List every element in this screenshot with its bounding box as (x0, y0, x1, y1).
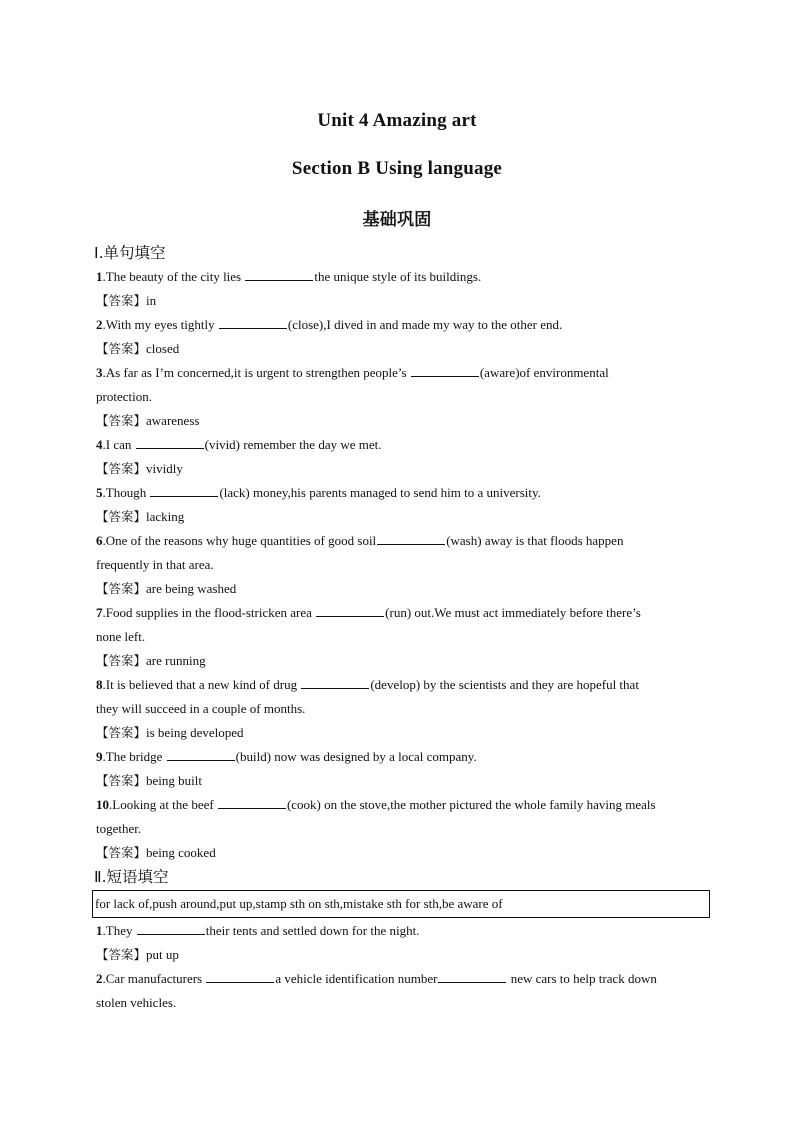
answer-label: 【答案】 (96, 947, 147, 962)
part-title: 基础巩固 (362, 210, 432, 230)
answer-label: 【答案】 (96, 773, 147, 788)
answer-text: lacking (146, 509, 185, 524)
question-number: 2 (96, 971, 103, 986)
answer-blank (316, 603, 384, 617)
answer-text: vividly (146, 461, 183, 476)
answer-blank (136, 435, 204, 449)
answer-blank (219, 315, 287, 329)
answer-label: 【答案】 (96, 461, 147, 476)
question-10 (96, 793, 706, 817)
answer-10 (96, 841, 706, 865)
answer-text: being built (146, 773, 202, 788)
question-text: .Car manufacturers (102, 971, 206, 986)
answer-5 (96, 505, 706, 529)
question-number: 3 (96, 365, 103, 380)
question-text: .One of the reasons why huge quantities of good soil (102, 533, 377, 548)
answer-text: closed (146, 341, 180, 356)
answer-blank (438, 969, 506, 983)
question-3-continued: protection. (96, 389, 152, 404)
answer-text: put up (146, 947, 179, 962)
question-number: 6 (96, 533, 103, 548)
answer-label: 【答案】 (96, 293, 147, 308)
answer-label: 【答案】 (96, 341, 147, 356)
question-number: 7 (96, 605, 103, 620)
question-text: (build) now was designed by a local company. (235, 749, 477, 764)
phrase-question-2 (96, 967, 706, 991)
answer-blank (218, 795, 286, 809)
answer-blank (301, 675, 369, 689)
answer-text: in (146, 293, 157, 308)
question-text: (run) out.We must act immediately before there’s (385, 605, 641, 620)
question-2 (96, 313, 706, 337)
question-number: 2 (96, 317, 103, 332)
question-6 (96, 529, 706, 553)
section2-heading: Ⅱ.短语填空 (94, 868, 169, 886)
question-7-continued: none left. (96, 629, 146, 644)
answer-label: 【答案】 (96, 581, 147, 596)
question-text: (vivid) remember the day we met. (204, 437, 382, 452)
question-number: 1 (96, 269, 103, 284)
question-text: (lack) money,his parents managed to send him to a university. (219, 485, 541, 500)
answer-label: 【答案】 (96, 509, 147, 524)
answer-2 (96, 337, 706, 361)
question-text: (aware)of environmental (479, 365, 609, 380)
answer-label: 【答案】 (96, 725, 147, 740)
answer-blank (150, 483, 218, 497)
answer-4 (96, 457, 706, 481)
answer-blank (377, 531, 445, 545)
question-text: new cars to help track down (507, 971, 657, 986)
question-4 (96, 433, 706, 457)
question-3 (96, 361, 706, 385)
question-number: 4 (96, 437, 103, 452)
question-9 (96, 745, 706, 769)
answer-blank (206, 969, 274, 983)
question-text: (close),I dived in and made my way to the other end. (287, 317, 563, 332)
question-text: .It is believed that a new kind of drug (102, 677, 301, 692)
question-text: .The bridge (102, 749, 166, 764)
answer-1 (96, 289, 706, 313)
question-6-continued: frequently in that area. (96, 557, 214, 572)
answer-label: 【答案】 (96, 413, 147, 428)
question-8 (96, 673, 706, 697)
answer-text: are being washed (146, 581, 237, 596)
answer-text: being cooked (146, 845, 216, 860)
phrase-box: for lack of,push around,put up,stamp sth on sth,mistake sth for sth,be aware of (92, 890, 710, 918)
question-text: (wash) away is that floods happen (446, 533, 624, 548)
question-number: 9 (96, 749, 103, 764)
question-number: 1 (96, 923, 103, 938)
question-text: their tents and settled down for the night. (205, 923, 420, 938)
answer-7 (96, 649, 706, 673)
question-number: 8 (96, 677, 103, 692)
answer-8 (96, 721, 706, 745)
answer-6 (96, 577, 706, 601)
answer-3 (96, 409, 706, 433)
question-7 (96, 601, 706, 625)
answer-text: are running (146, 653, 206, 668)
exercise-content (96, 241, 706, 1015)
question-text: .Food supplies in the flood-stricken area (102, 605, 316, 620)
answer-blank (245, 267, 313, 281)
question-text: .As far as I’m concerned,it is urgent to strengthen people’s (102, 365, 410, 380)
question-text: a vehicle identification number (275, 971, 438, 986)
answer-blank (137, 921, 205, 935)
question-8-continued: they will succeed in a couple of months. (96, 701, 306, 716)
question-10-continued: together. (96, 821, 142, 836)
section-title: Section B Using language (291, 158, 503, 179)
question-1 (96, 265, 706, 289)
question-text: the unique style of its buildings. (314, 269, 482, 284)
phrase-question-1 (96, 919, 706, 943)
section1-heading: Ⅰ.单句填空 (94, 244, 166, 262)
question-text: .They (102, 923, 136, 938)
question-text: .With my eyes tightly (102, 317, 218, 332)
answer-blank (411, 363, 479, 377)
question-text: (develop) by the scientists and they are hopeful that (370, 677, 639, 692)
answer-blank (167, 747, 235, 761)
question-number: 10 (96, 797, 109, 812)
question-text: .I can (102, 437, 135, 452)
question-number: 5 (96, 485, 103, 500)
question-text: (cook) on the stove,the mother pictured the whole family having meals (286, 797, 656, 812)
answer-text: awareness (146, 413, 200, 428)
phrase-answer-1 (96, 943, 706, 967)
answer-label: 【答案】 (96, 845, 147, 860)
unit-title: Unit 4 Amazing art (317, 110, 477, 131)
question-text: .The beauty of the city lies (102, 269, 245, 284)
question-text: .Though (102, 485, 150, 500)
phrase-question-2-continued: stolen vehicles. (96, 995, 177, 1010)
answer-9 (96, 769, 706, 793)
question-5 (96, 481, 706, 505)
answer-text: is being developed (146, 725, 244, 740)
answer-label: 【答案】 (96, 653, 147, 668)
question-text: .Looking at the beef (109, 797, 217, 812)
